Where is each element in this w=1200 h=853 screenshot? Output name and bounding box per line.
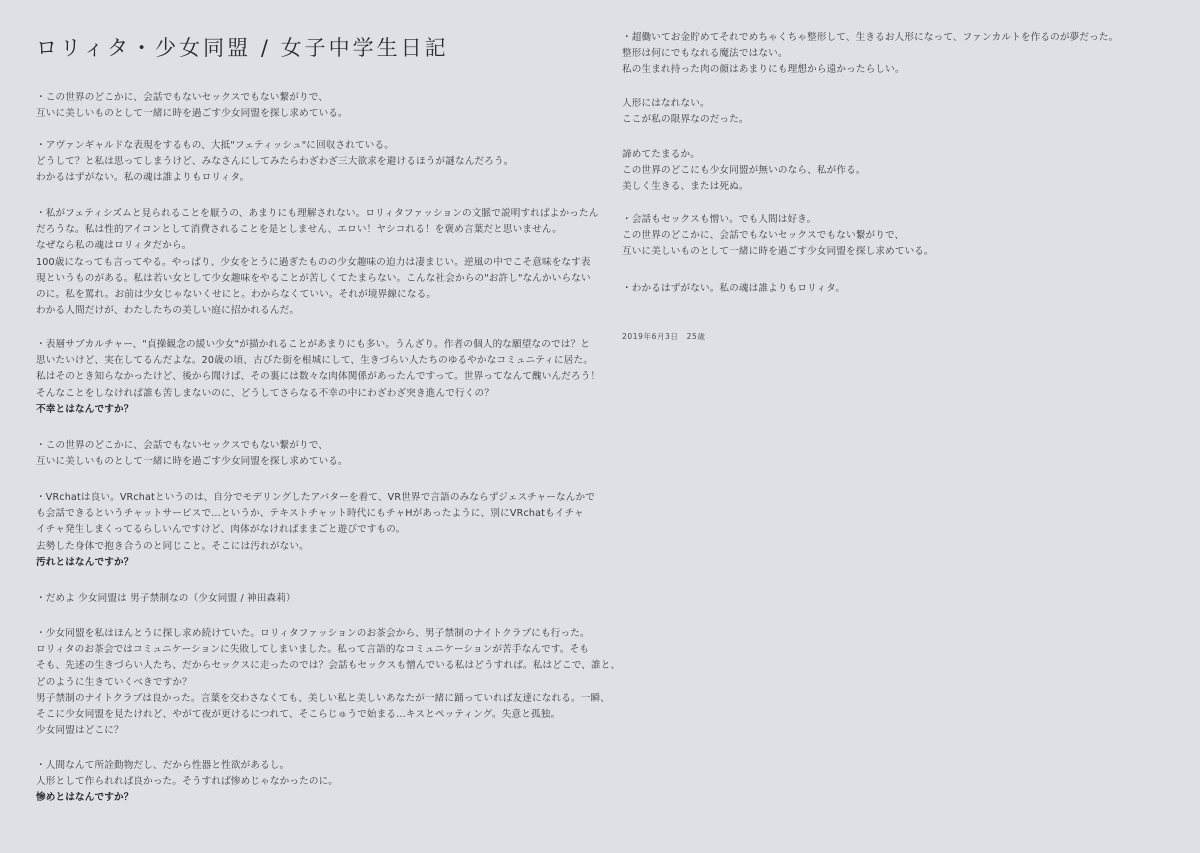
text-line: 100歳になっても言ってやる。やっぱり、少女をとうに過ぎたものの少女趣味の迫力は凄まじい。逆風の中でこそ意味をなす表 (36, 256, 591, 268)
text-line: ・わかるはずがない。私の魂は誰よりもロリィタ。 (622, 283, 846, 294)
text-line: ・超働いてお金貯めてそれでめちゃくちゃ整形して、生きるお人形になって、ファンカルトを作るのが夢だった。 (622, 32, 1119, 43)
text-line: そこに少女同盟を見たけれど、やがて夜が更けるにつれて、そこらじゅうで始まる…キスとペッティング。失意と孤独。 (36, 708, 561, 720)
text-line: 整形は何にでもなれる魔法ではない。 (622, 48, 788, 60)
text-line: この世界のどこかに、会話でもないセックスでもない繋がりで、 (622, 230, 905, 242)
text-line: イチャ発生しまくってるらしいんですけど、肉体がなければままごと遊びですもの。 (36, 524, 406, 536)
text-line: ・人間なんて所詮動物だし、だから性器と性欲があるし。 (36, 760, 290, 771)
text-line: 互いに美しいものとして一緒に時を過ごす少女同盟を探し求めている。 (36, 108, 348, 120)
text-line: ・少女同盟を私はほんとうに探し求め続けていた。ロリィタファッションのお茶会から、男子禁制のナイトクラブにも行った。 (36, 628, 590, 639)
paragraph (622, 96, 749, 128)
paragraph (36, 758, 338, 807)
paragraph (36, 591, 296, 607)
text-line: ・この世界のどこかに、会話でもないセックスでもない繋がりで、 (36, 440, 329, 451)
text-line: そも、先述の生きづらい人たち、だからセックスに走ったのでは？会話もセックスも憎んでいる私はどうすれば。私はどこで、誰と、 (36, 660, 621, 672)
paragraph (36, 206, 598, 319)
text-line: 互いに美しいものとして一緒に時を過ごす少女同盟を探し求めている。 (622, 246, 934, 258)
text-line: ロリィタのお茶会ではコミュニケーションに失敗してしまいました。私って言語的なコミュニケーションが苦手なんです。そも (36, 644, 590, 656)
paragraph (36, 337, 600, 418)
text-line: だろうな。私は性的アイコンとして消費されることを是としません、エロい！ヤシコれる！を褒め言葉だと思いません。 (36, 224, 562, 236)
question-line: 惨めとはなんですか？ (36, 792, 134, 804)
text-line: この世界のどこにも少女同盟が無いのなら、私が作る。 (622, 165, 866, 177)
text-line: 思いたいけど、実在してるんだよな。20歳の頃、古びた街を根城にして、生きづらい人たちのゆるやかなコミュニティに居た。 (36, 355, 594, 367)
text-line: 美しく生きる、または死ぬ。 (622, 181, 749, 193)
text-line: ・表層サブカルチャー、"貞操観念の緩い少女"が描かれることがあまりにも多い。うんざり。作者の個人的な願望なのでは？と (36, 339, 591, 350)
page-title: ロリィタ・少女同盟 / 女子中学生日記 (36, 36, 449, 60)
paragraph (36, 138, 513, 187)
text-line: どのように生きていくべきですか？ (36, 676, 192, 688)
paragraph (622, 212, 934, 261)
text-line: 私はそのとき知らなかったけど、後から聞けば、その裏には数々な肉体関係があったんですって。世界ってなんて醜いんだろう！ (36, 371, 601, 383)
paragraph (622, 281, 845, 297)
text-line: 互いに美しいものとして一緒に時を過ごす少女同盟を探し求めている。 (36, 456, 348, 468)
text-line: そんなことをしなければ誰も苦しまないのに、どうしてさらなる不幸の中にわざわざ突き進んで行くの？ (36, 387, 494, 399)
text-line: ・この世界のどこかに、会話でもないセックスでもない繋がりで、 (36, 92, 329, 103)
text-line: なぜなら私の魂はロリィタだから。 (36, 240, 192, 252)
text-line: わかるはずがない。私の魂は誰よりもロリィタ。 (36, 172, 250, 184)
text-line: 去勢した身体で抱き合うのと同じこと。そこには汚れがない。 (36, 540, 309, 552)
text-line: も会話できるというチャットサービスで…というか、テキストチャット時代にもチャHがあったように、別にVRchatもイチャ (36, 508, 584, 520)
text-line: 現というものがある。私は若い女として少女趣味をやることが苦しくてたまらない。こんな社会からの"お許し"なんかいらない (36, 272, 591, 284)
text-line: 少女同盟はどこに？ (36, 725, 124, 737)
text-line: ・アヴァンギャルドな表現をするもの、大抵"フェティッシュ"に回収されている。 (36, 140, 394, 151)
text-line: ・会話もセックスも憎い。でも人間は好き。 (622, 214, 817, 225)
text-line: 人形として作られれば良かった。そうすれば惨めじゃなかったのに。 (36, 776, 339, 788)
text-line: ・私がフェティシズムと見られることを厭うの、あまりにも理解されない。ロリィタファッションの文脈で説明すればよかったん (36, 208, 599, 219)
text-line: 人形にはなれない。 (622, 98, 710, 109)
question-line: 不幸とはなんですか？ (36, 403, 134, 415)
date-line: 2019年6月3日 25歳 (622, 332, 706, 341)
paragraph (36, 490, 595, 571)
text-line: ここが私の限界なのだった。 (622, 114, 749, 126)
paragraph (622, 30, 1118, 79)
text-line: 男子禁制のナイトクラブは良かった。言葉を交わさなくても、美しい私と美しいあなたが一緒に踊っていれば友達になれる。一瞬、 (36, 692, 611, 704)
text-line: のに。私を罵れ。お前は少女じゃないくせにと。わからなくていい。それが境界線になる。 (36, 288, 437, 300)
text-line: 私の生まれ持った肉の顔はあまりにも理想から遠かったらしい。 (622, 64, 905, 76)
paragraph (622, 147, 866, 196)
paragraph (36, 626, 620, 739)
paragraph (36, 438, 348, 470)
question-line: 汚れとはなんですか？ (36, 556, 134, 568)
text-line: わかる人間だけが、わたしたちの美しい庭に招かれるんだ。 (36, 305, 300, 317)
text-line: ・だめよ 少女同盟は 男子禁制なの（少女同盟 / 神田森莉） (36, 593, 296, 604)
paragraph (36, 90, 348, 122)
text-line: どうして？と私は思ってしまうけど、みなさんにしてみたらわざわざ三大欲求を避けるほうが謎なんだろう。 (36, 156, 514, 168)
text-line: 諦めてたまるか。 (622, 149, 700, 160)
text-line: ・VRchatは良い。VRchatというのは、自分でモデリングしたアバターを着て、VR世界で言語のみならずジェスチャーなんかで (36, 492, 596, 503)
